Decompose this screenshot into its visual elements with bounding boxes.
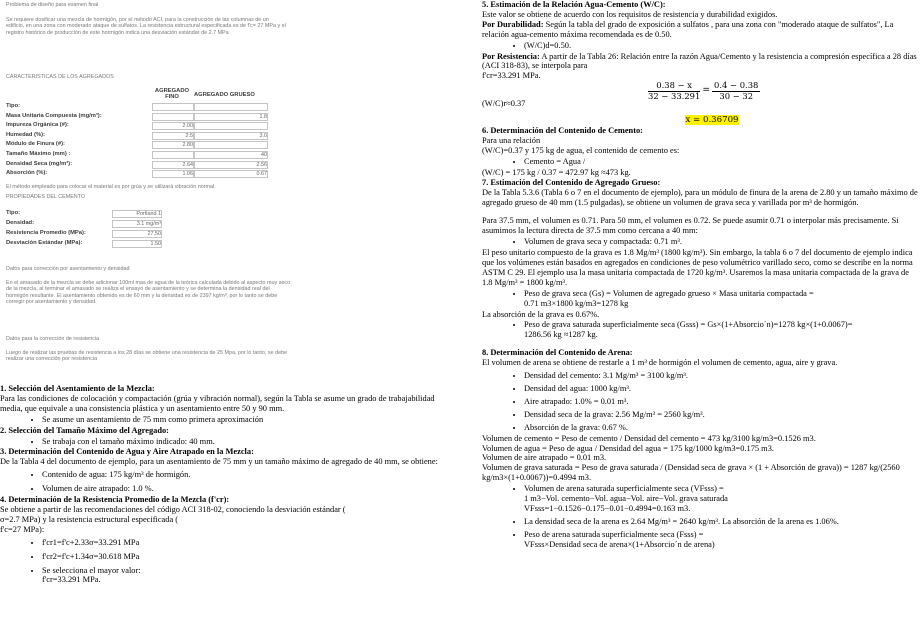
section-1-text: Para las condiciones de colocación y compactación (grúa y vibración normal), según la Tabla se asume un grado de trabajabilidad media, que equivale a una consistencia plástica y un asentamiento entre 50 y 90 mm.: [0, 393, 435, 413]
aggregate-grueso-cell: [194, 141, 268, 149]
section-8-bullet-cement-density: • Densidad del cemento: 3.1 Mg/m³ = 3100 kg/m³.: [524, 371, 918, 381]
aggregates-heading: CARACTERISTICAS DE LOS AGREGADOS: [6, 74, 114, 80]
aggregate-grueso-cell: 3.0: [194, 132, 268, 140]
left-column: [0, 0, 460, 586]
section-8-heading: 8. Determinación del Contenido de Arena:: [482, 348, 633, 358]
section-4-text-b: σ=2.7 MPa) y la resistencia estructural especificada (: [0, 514, 179, 524]
volume-gravel: Volumen de grava saturada = Peso de grava saturada / (Densidad seca de grava × (1 + Absorción de grava)) = 1287 kg/(2560 kg/m3×(1+0.0067))=0.4994 m3.: [482, 463, 900, 483]
resistance-heading: Datos para la corrección de resistencia: [6, 336, 100, 342]
section-8-text: El volumen de arena se obtiene de restarle a 1 m³ de hormigón el volumen de cemento, agua, aire y grava.: [482, 358, 838, 368]
section-7-text: De la Tabla 5.3.6 (Tabla 6 o 7 en el documento de ejemplo), para un módulo de finura de la arena de 2.80 y un tamaño máximo de agregado grueso de 40 mm (1.5 pulgadas), se obtiene un volumen de grava seca y varillada por m³ de hormigón.: [482, 187, 918, 207]
durability-paragraph: Por Durabilidad: Según la tabla del grado de exposición a sulfatos , para una zona con "moderado ataque de sulfatos", La relación agua-cemento máxima recomendada es de 0.50.: [482, 19, 894, 39]
aggregate-row-label: Humedad (%):: [6, 131, 45, 138]
section-8-bullet-sand-weight: • Peso de arena saturada superficialmente seca (Fsss) = VFsss×Densidad seca de arena×(1+Absorcio´n de arena): [524, 530, 918, 550]
section-3-text: De la Tabla 4 del documento de ejemplo, para un asentamiento de 75 mm y un tamaño máximo de agregado de 40 mm, se obtiene:: [0, 457, 438, 467]
durability-bullet: • (W/C)d=0.50.: [524, 41, 918, 51]
cement-row-label: Tipo:: [6, 210, 21, 216]
aggregate-grueso-cell: 1.8: [194, 113, 268, 121]
cement-row-value: 3.1 mg/m³: [112, 220, 162, 228]
section-4-text-a: Se obtiene a partir de las recomendaciones del código ACI 318-02, conociendo la desviación estándar (: [0, 504, 346, 514]
aggregate-fino-cell: 2.64: [152, 161, 194, 169]
aggregate-row-label: Absorción (%):: [6, 170, 48, 177]
aggregate-row-label: Tamaño Máximo (mm) :: [6, 151, 71, 157]
aggregate-row-label: Densidad Seca (mg/m³):: [6, 160, 73, 167]
section-4-heading: 4. Determinación de la Resistencia Promedio de la Mezcla (f'cr):: [0, 495, 230, 505]
cement-row-label: Desviación Estándar (MPa):: [6, 240, 83, 246]
aggregate-fino-cell: [152, 113, 194, 121]
section-8-bullet-air: • Aire atrapado: 1.0% = 0.01 m³.: [524, 397, 918, 407]
aggregate-fino-cell: 1.06: [152, 170, 194, 178]
fraction-left: $\frac{0.38 - x}{32 - 33.291}$: [648, 80, 701, 102]
section-8-bullet-sand-volume: • Volumen de arena saturada superficialmente seca (VFsss) = 1 m3−Vol. cemento−Vol. agua−Vol. aire−Vol. grava saturada VFsss=1−0.1526−0.175−0.01−0.4994=0.163 m3.: [524, 484, 918, 514]
cement-row-value: Portland 1: [112, 210, 162, 218]
resistance-paragraph: Por Resistencia: A partir de la Tabla 26: Relación entre la razón Agua/Cemento y la resistencia a compresión específica a 28 días (ACI 318-83), se interpola para: [482, 51, 917, 71]
section-8-bullet-water-density: • Densidad del agua: 1000 kg/m³.: [524, 384, 918, 394]
section-5-text: Este valor se obtiene de acuerdo con los requisitos de resistencia y durabilidad exigidos.: [482, 9, 778, 19]
section-6-heading: 6. Determinación del Contenido de Cemento:: [482, 126, 643, 136]
slump-heading: Datos para corrección por asentamiento y densidad: [6, 266, 130, 272]
section-7-text-c: El peso unitario compuesto de la grava es 1.8 Mg/m³ (1800 kg/m³). Sin embargo, la tabla 6 o 7 del documento de ejemplo indica que los volúmenes están basados en agregados en condiciones de peso volumétrico varillado seco, como se describe en la norma ASTM C 29. El ejemplo usa la masa unitaria compactada de 1720 kg/m³. Usaremos la masa unitaria compactada de la grava de 1.8 Mg/m³ = 1800 kg/m³.: [482, 248, 913, 287]
section-6-text-a: Para una relación: [482, 136, 541, 146]
section-7-bullet-dry-weight: • Peso de grava seca (Gs) = Volumen de agregado grueso × Masa unitaria compactada = 0.71 m3×1800 kg/m3=1278 kg: [524, 289, 918, 309]
section-3-bullet-water: • Contenido de agua: 175 kg/m³ de hormigón.: [42, 470, 458, 480]
aggregate-grueso-cell: 0.67: [194, 170, 268, 178]
interpolation-block: [482, 81, 918, 117]
volume-water: Volumen de agua = Peso de agua / Densidad del agua = 175 kg/1000 kg/m3=0.175 m3.: [482, 443, 774, 453]
section-6-text-c: (W/C) = 175 kg / 0.37 = 472.97 kg ≈473 kg.: [482, 167, 631, 177]
section-2-heading: 2. Selección del Tamaño Máximo del Agregado:: [0, 425, 169, 435]
section-8-bullet-gravel-absorption: • Absorción de la grava: 0.67 %.: [524, 423, 918, 433]
cement-heading: PROPIEDADES DEL CEMENTO: [6, 194, 86, 200]
wc-approx: (W/C)r≈0.37: [482, 99, 526, 109]
section-3-heading: 3. Determinación del Contenido de Agua y Aire Atrapado en la Mezcla:: [0, 447, 254, 457]
cement-row-value: 27.50: [112, 230, 162, 238]
section-1-bullet: • Se asume un asentamiento de 75 mm como primera aproximación: [42, 415, 458, 425]
aggregate-fino-cell: 2.80: [152, 141, 194, 149]
section-4-bullet-fcr2: • f'cr2=f'c+1.34σ=30.618 MPa: [42, 552, 458, 562]
left-solution-text: [0, 384, 458, 585]
problem-title: Problema de diseño para examen final: [6, 2, 99, 8]
section-8-bullet-sand-density: • La densidad seca de la arena es 2.64 Mg/m³ = 2640 kg/m³. La absorción de la arena es 1.06%.: [524, 517, 918, 527]
aggregate-row-label: Módulo de Finura (#):: [6, 141, 65, 148]
right-column: [482, 0, 918, 551]
aggregate-fino-cell: [152, 103, 194, 111]
aggregate-grueso-cell: [194, 103, 268, 111]
fraction-right: $\frac{0.4 - 0.38}{30 - 32}$: [714, 80, 759, 102]
col-header-grueso: AGREGADO GRUESO: [194, 92, 255, 98]
section-4-bullet-fcr1: • f'cr1=f'c+2.33σ=33.291 MPa: [42, 538, 458, 548]
volume-air: Volumen de aire atrapado = 0.01 m3.: [482, 453, 607, 463]
aggregate-grueso-cell: [194, 122, 268, 130]
section-8-bullet-gravel-density: • Densidad seca de la grava: 2.56 Mg/m³ = 2560 kg/m³.: [524, 410, 918, 420]
section-1-heading: 1. Selección del Asentamiento de la Mezcla:: [0, 384, 155, 393]
section-7-text-b: Para 37.5 mm, el volumen es 0.71. Para 50 mm, el volumen es 0.72. Se puede asumir 0.71 o interpolar más precisamente. Si asumimos la lectura directa de 37.5 mm como cercana a 40 mm:: [482, 216, 899, 236]
volume-cement: Volumen de cemento = Peso de cemento / Densidad del cemento = 473 kg/3100 kg/m3=0.1526 m3.: [482, 433, 816, 443]
aggregate-grueso-cell: 2.56: [194, 161, 268, 169]
section-7-bullet-saturated: • Peso de grava saturada superficialmente seca (Gsss) = Gs×(1+Absorcio´n)=1278 kg×(1+0.0067)= 1286.56 kg ≈1287 kg.: [524, 320, 918, 340]
col-header-fino: AGREGADO FINO: [154, 88, 190, 101]
aggregate-fino-cell: 2.00: [152, 122, 194, 130]
aggregate-row-label: Impureza Orgánica (#):: [6, 122, 69, 129]
section-7-heading: 7. Estimación del Contenido de Agregado Grueso:: [482, 177, 661, 187]
interpolation-equation: $\frac{0.38 - x}{32 - 33.291}$ = $\frac{0.4 - 0.38}{30 - 32}$: [648, 80, 759, 102]
cement-row-label: Resistencia Promedio (MPa):: [6, 230, 86, 236]
section-3-bullet-air: • Volumen de aire atrapado: 1.0 %.: [42, 484, 458, 494]
method-note: El método empleado para colocar el material es por grúa y se utilizará vibración normal.: [6, 184, 216, 190]
interpolation-result: x = 0.36709: [685, 115, 739, 126]
section-7-bullet-volume: • Volumen de grava seca y compactada: 0.71 m³.: [524, 237, 918, 247]
section-2-bullet: • Se trabaja con el tamaño máximo indicado: 40 mm.: [42, 437, 458, 447]
section-6-bullet: • Cemento = Agua /: [524, 157, 918, 167]
fcr-value: f'cr=33.291 MPa.: [482, 71, 541, 81]
aggregate-fino-cell: [152, 151, 194, 159]
section-6-text-b: (W/C)=0.37 y 175 kg de agua, el contenido de cemento es:: [482, 145, 680, 155]
problem-intro: Se requiere dosificar una mezcla de hormigón, por el método ACI, para la construcción de las columnas de un edificio, en una zona con moderado ataque de sulfatos. La resistencia estructural especificada es de f'c= 27 MPa y el registro histórico de producción de este hormigón indica una desviación estándar de 2.7 MPa: [6, 17, 286, 36]
scanned-problem-statement: [0, 0, 300, 378]
section-7-absorption: La absorción de la grava es 0.67%.: [482, 309, 600, 319]
aggregate-row-label: Tipo:: [6, 103, 21, 109]
section-4-text-c: f'c=27 MPa):: [0, 524, 45, 534]
aggregate-fino-cell: 2.5: [152, 132, 194, 140]
aggregate-grueso-cell: 40: [194, 151, 268, 159]
slump-text: En el amasado de la mezcla se debe adicionar 100ml mas de agua de la teórica calculada debido al aspecto muy seco de la mezcla, al terminar el amasado se realiza el ensayo de asentamiento y se determina la densidad real del hormigón resultante. El asentamiento obtenido es de 60 mm y la densidad es de 2397 kg/m³, por lo tanto se debe corregir por asentamiento y densidad.: [6, 280, 291, 306]
section-5-heading: 5. Estimación de la Relación Agua-Cemento (W/C):: [482, 0, 666, 9]
section-4-bullet-select: • Se selecciona el mayor valor: f'cr=33.291 MPa.: [42, 566, 458, 586]
resistance-text: Luego de realizar las pruebas de resistencia a los 28 días se obtiene una resistencia de 25 Mpa, por lo tanto, se debe realizar una corrección por resistencia: [6, 350, 288, 363]
cement-row-value: 1.50: [112, 240, 162, 248]
aggregate-row-label: Masa Unitaria Compuesta (mg/m³):: [6, 112, 102, 119]
cement-row-label: Densidad:: [6, 220, 35, 226]
